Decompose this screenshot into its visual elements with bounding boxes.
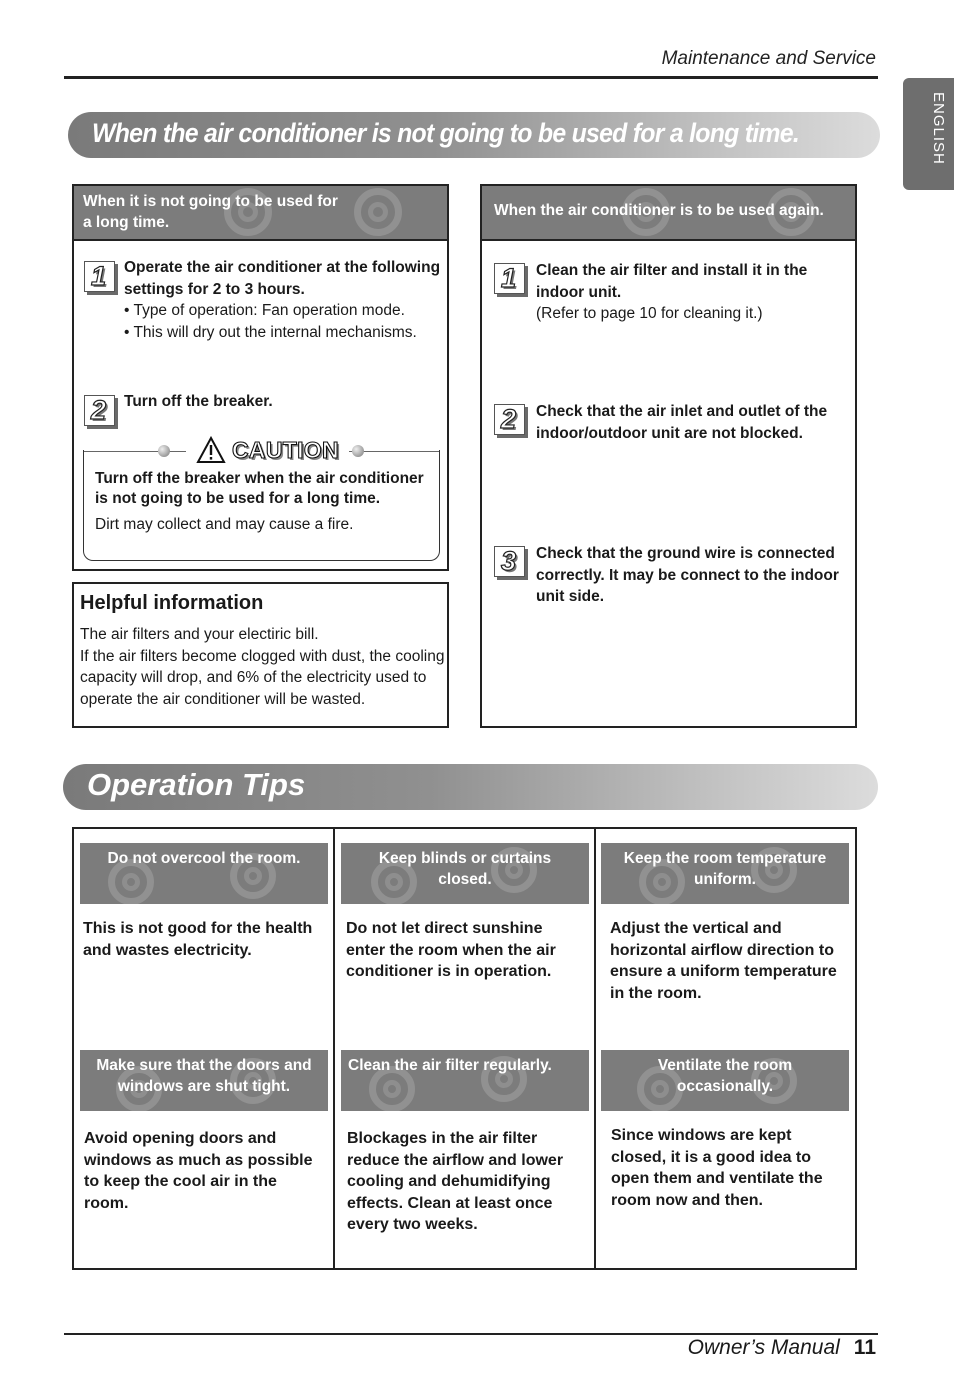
tip-2-heading-bar: [341, 843, 589, 904]
caution-text: Dirt may collect and may cause a fire.: [95, 516, 354, 533]
left-step-1: [124, 257, 444, 343]
caution-title: [186, 434, 349, 466]
tip-6-heading-bar: [601, 1050, 849, 1111]
tip-4-body: Avoid opening doors and windows as much as possible to keep the cool air in the room.: [84, 1130, 313, 1212]
footer: [688, 1336, 876, 1360]
used-again-box: [480, 184, 857, 728]
column-divider: [594, 829, 596, 1268]
swirl-decoration-icon: [230, 1058, 276, 1104]
swirl-decoration-icon: [108, 859, 154, 904]
swirl-decoration-icon: [637, 1066, 683, 1111]
left-step-1-note-1: • Type of operation: Fan operation mode.: [124, 302, 405, 319]
right-step-3-text: Check that the ground wire is connected correctly. It may be connect to the indoor unit side.: [536, 545, 839, 605]
tip-3-heading-bar: [601, 843, 849, 904]
left-step-1-text: Operate the air conditioner at the following settings for 2 to 3 hours.: [124, 259, 441, 298]
header-divider: [64, 76, 878, 79]
helpful-info-box: [72, 582, 449, 728]
right-step-2-text: Check that the air inlet and outlet of the indoor/outdoor unit are not blocked.: [536, 403, 828, 442]
tip-1-heading-bar: [80, 843, 328, 904]
caution-bold-text: Turn off the breaker when the air conditioner is not going to be used for a long time.: [95, 470, 424, 507]
tip-5-heading-bar: [341, 1050, 589, 1111]
left-step-2-text: Turn off the breaker.: [124, 393, 273, 410]
caution-box: [83, 450, 440, 561]
page-number: 11: [853, 1336, 876, 1359]
swirl-decoration-icon: [751, 847, 797, 893]
swirl-decoration-icon: [491, 847, 537, 893]
right-step-3: [536, 543, 851, 608]
used-again-heading: When the air conditioner is to be used again.: [494, 202, 824, 219]
right-step-1: [536, 260, 851, 325]
tip-6-body: Since windows are kept closed, it is a good idea to open them and ventilate the room now and then.: [611, 1127, 823, 1209]
not-used-heading: When it is not going to be used for a long time.: [83, 193, 338, 231]
long-time-title: When the air conditioner is not going to be used for a long time.: [92, 118, 800, 148]
tip-4-heading-bar: [80, 1050, 328, 1111]
tip-3-heading: Keep the room temperature uniform.: [623, 850, 827, 888]
tip-3-body: Adjust the vertical and horizontal airflow direction to ensure a uniform temperature in the room.: [610, 920, 837, 1002]
tip-1-heading: Do not overcool the room.: [107, 850, 301, 867]
tip-4-heading: Make sure that the doors and windows are shut tight.: [96, 1057, 312, 1095]
language-tab: [903, 78, 954, 190]
step-1-icon: 1: [84, 261, 115, 292]
operation-tips-banner: [63, 764, 878, 810]
left-step-2: [124, 391, 424, 413]
tip-2-heading: Keep blinds or curtains closed.: [378, 850, 552, 888]
caution-label: CAUTION: [232, 436, 339, 463]
column-divider: [333, 829, 335, 1268]
tip-1-body: This is not good for the health and wastes electricity.: [83, 920, 313, 959]
step-2-icon: 2: [84, 395, 115, 426]
left-step-1-note-2: • This will dry out the internal mechanisms.: [124, 323, 417, 341]
swirl-decoration-icon: [230, 853, 276, 899]
long-time-banner: [68, 112, 880, 158]
swirl-decoration-icon: [751, 1058, 797, 1104]
used-again-heading-bar: [482, 186, 855, 241]
tip-5-body: Blockages in the air filter reduce the airflow and lower cooling and dehumidifying effects. Clean at least once every two weeks.: [347, 1130, 564, 1233]
swirl-decoration-icon: [371, 859, 417, 904]
right-step-2: [536, 401, 851, 444]
step-3-icon: 3: [494, 546, 525, 577]
helpful-info-title: Helpful information: [80, 592, 264, 614]
tip-2-body: Do not let direct sunshine enter the room when the air conditioner is in operation.: [346, 920, 556, 980]
swirl-decoration-icon: [639, 859, 685, 904]
step-2-icon: 2: [494, 404, 525, 435]
warning-triangle-icon: [196, 436, 226, 464]
step-1-icon: 1: [494, 263, 525, 294]
not-used-box: [72, 184, 449, 571]
swirl-decoration-icon: [481, 1056, 527, 1102]
operation-tips-grid: [72, 827, 857, 1270]
tip-5-heading: Clean the air filter regularly.: [348, 1057, 552, 1074]
footer-title: Owner’s Manual: [687, 1336, 840, 1359]
language-tab-label: ENGLISH: [930, 92, 947, 165]
right-step-1-text: Clean the air filter and install it in the indoor unit.: [536, 262, 808, 301]
operation-tips-title: Operation Tips: [87, 767, 306, 802]
tip-6-heading: Ventilate the room occasionally.: [657, 1057, 793, 1095]
swirl-decoration-icon: [116, 1066, 162, 1111]
not-used-heading-bar: [74, 186, 447, 241]
helpful-info-body: The air filters and your electiric bill. If the air filters become clogged with dust, the cooling capacity will drop, and 6% of the electricity used to operate the air conditioner will be wasted.: [80, 626, 445, 708]
section-header: Maintenance and Service: [661, 48, 876, 69]
right-step-1-note: (Refer to page 10 for cleaning it.): [536, 305, 763, 322]
swirl-decoration-icon: [369, 1066, 415, 1111]
footer-divider: [64, 1333, 878, 1335]
